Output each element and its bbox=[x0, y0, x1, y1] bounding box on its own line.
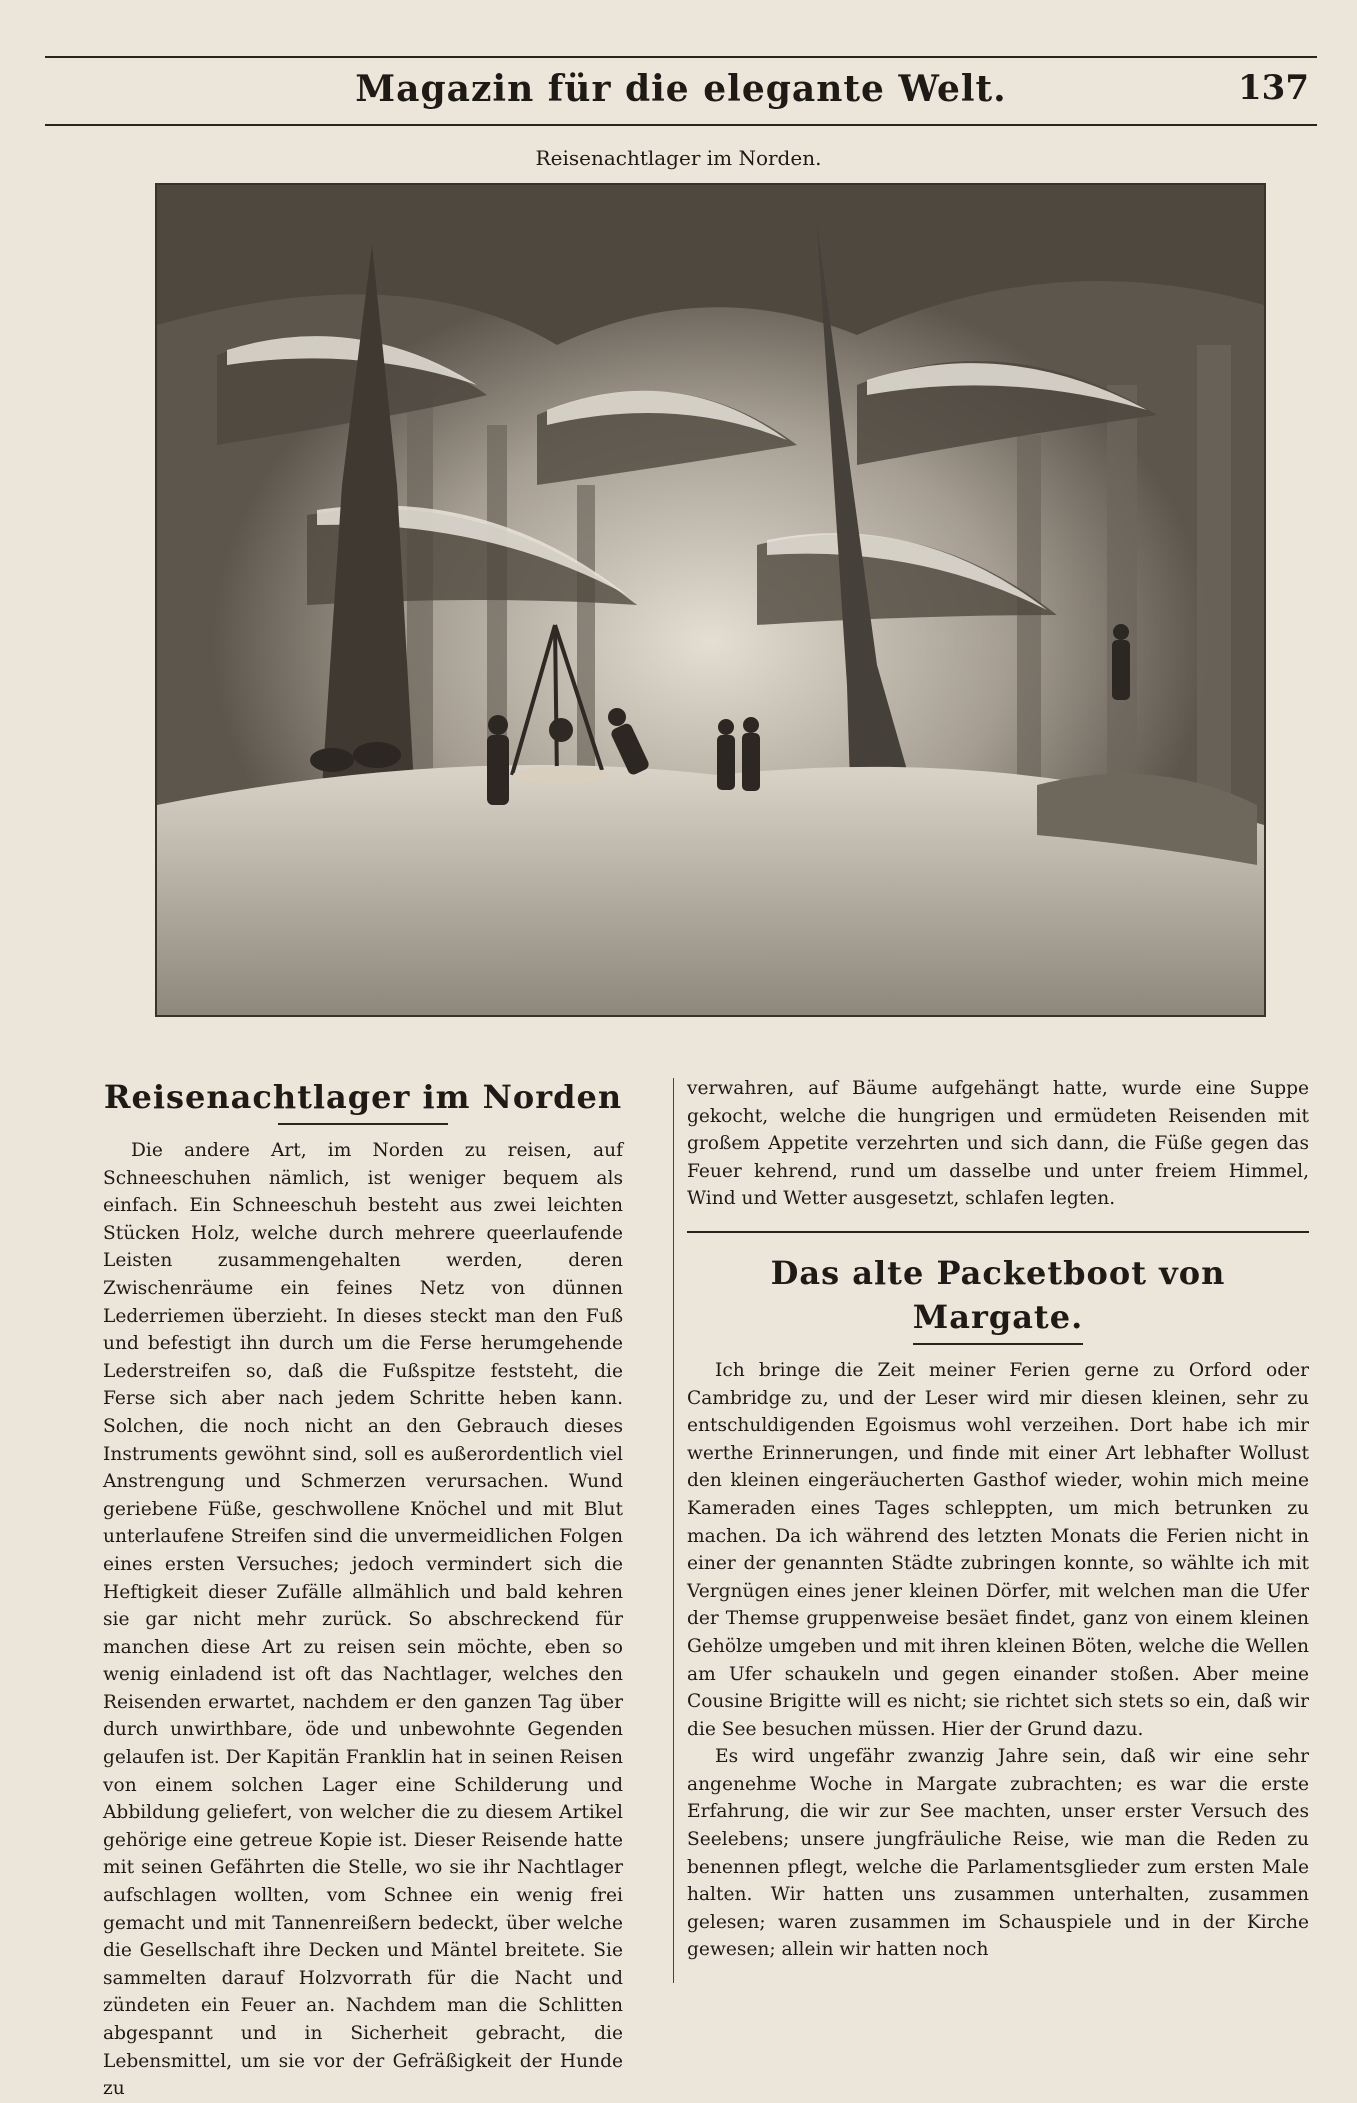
masthead bbox=[45, 56, 1317, 126]
forest-camp-engraving bbox=[155, 183, 1266, 1017]
article1-heading: Reisenachtlager im Norden bbox=[103, 1078, 623, 1116]
article1-body: Die andere Art, im Norden zu reisen, auf Schneeschuhen nämlich, ist weniger bequem als einfach. Ein Schneeschuh besteht aus zwei leichten Stücken Holz, welche durch mehrere queerlaufende Leisten zusammengehalten werden, deren Zwischenräume ein feines Netz von dünnen Lederriemen überzieht. In dieses steckt man den Fuß und befestigt ihn durch um die Ferse herumgehende Lederstreifen so, daß die Fußspitze feststeht, die Ferse sich aber nach jedem Schritte heben kann. Solchen, die noch nicht an den Gebrauch dieses Instruments gewöhnt sind, soll es außerordentlich viel Anstrengung und Schmerzen verursachen. Wund geriebene Füße, geschwollene Knöchel und mit Blut unterlaufene Streifen sind die unvermeidlichen Folgen eines ersten Versuches; jedoch vermindert sich die Heftigkeit dieser Zufälle allmählich und bald kehren sie gar nicht mehr zurück. So abschreckend für manchen diese Art zu reisen sein möchte, eben so wenig einladend ist oft das Nachtlager, welches den Reisenden erwartet, nachdem er den ganzen Tag über durch unwirthbare, öde und unbewohnte Gegenden gelaufen ist. Der Kapitän Franklin hat in seinen Reisen von einem solchen Lager eine Schilderung und Abbildung geliefert, von welcher die zu diesem Artikel gehörige eine getreue Kopie ist. Dieser Reisende hatte mit seinen Gefährten die Stelle, wo sie ihr Nachtlager aufschlagen wollten, vom Schnee ein wenig frei gemacht und mit Tannenreißern bedeckt, über welche die Gesellschaft ihre Decken und Mäntel breitete. Sie sammelten darauf Holzvorrath für die Nacht und zündeten ein Feuer an. Nachdem man die Schlitten abgespannt und in Sicherheit gebracht, die Lebensmittel, um sie vor der Gefräßigkeit der Hunde zu bbox=[103, 1140, 623, 2100]
article2-paragraph-1: Ich bringe die Zeit meiner Ferien gerne zu Orford oder Cambridge zu, und der Leser wird mir diesen kleinen, sehr zu entschuldigenden Egoismus wohl verzeihen. Dort habe ich mir werthe Erinnerungen, und finde mit einer Art lebhafter Wollust den kleinen eingeräucherten Gasthof wieder, wohin mich meine Kameraden eines Tages schleppten, um mich betrunken zu machen. Da ich während des letzten Monats die Ferien nicht in einer der genannten Städte zubringen konnte, so wählte ich mit Vergnügen eines jener kleinen Dörfer, mit welchen man die Ufer der Themse gruppenweise besäet findet, ganz von einem kleinen Gehölze umgeben und mit ihren kleinen Böten, welche die Wellen am Ufer schaukeln und gegen einander stoßen. Aber meine Cousine Brigitte will es nicht; sie richtet sich stets so ein, daß wir die See besuchen müssen. Hier der Grund dazu. bbox=[687, 1359, 1309, 1740]
page-number: 137 bbox=[1238, 68, 1309, 108]
article2-heading: Das alte Packetboot von Margate. bbox=[770, 1253, 1226, 1336]
article2-paragraph-2: Es wird ungefähr zwanzig Jahre sein, daß wir eine sehr angenehme Woche in Margate zubrachten; es war die erste Erfahrung, die wir zur See machten, unser erster Versuch des Seelebens; unsere jungfräuliche Reise, wie man die Reden zu benennen pflegt, welche die Parlamentsglieder zum ersten Male halten. Wir hatten uns zusammen unterhalten, zusammen gelesen; waren zusammen im Schauspiele und in der Kirche gewesen; allein wir hatten noch bbox=[687, 1746, 1309, 1961]
article-separator bbox=[687, 1231, 1309, 1233]
column-divider bbox=[673, 1078, 674, 1983]
article1-left-column bbox=[103, 1075, 623, 2103]
right-column bbox=[687, 1075, 1309, 1964]
heading-underline bbox=[278, 1123, 448, 1125]
engraving-drawing bbox=[157, 185, 1264, 1015]
masthead-title: Magazin für die elegante Welt. bbox=[355, 68, 1007, 110]
heading-underline bbox=[913, 1343, 1083, 1345]
illustration-caption: Reisenachtlager im Norden. bbox=[535, 146, 822, 170]
article1-continuation: verwahren, auf Bäume aufgehängt hatte, wurde eine Suppe gekocht, welche die hungrigen und ermüdeten Reisenden mit großem Appetite verzehrten und sich dann, die Füße gegen das Feuer kehrend, rund um dasselbe und unter freiem Himmel, Wind und Wetter ausgesetzt, schlafen legten. bbox=[687, 1078, 1309, 1210]
